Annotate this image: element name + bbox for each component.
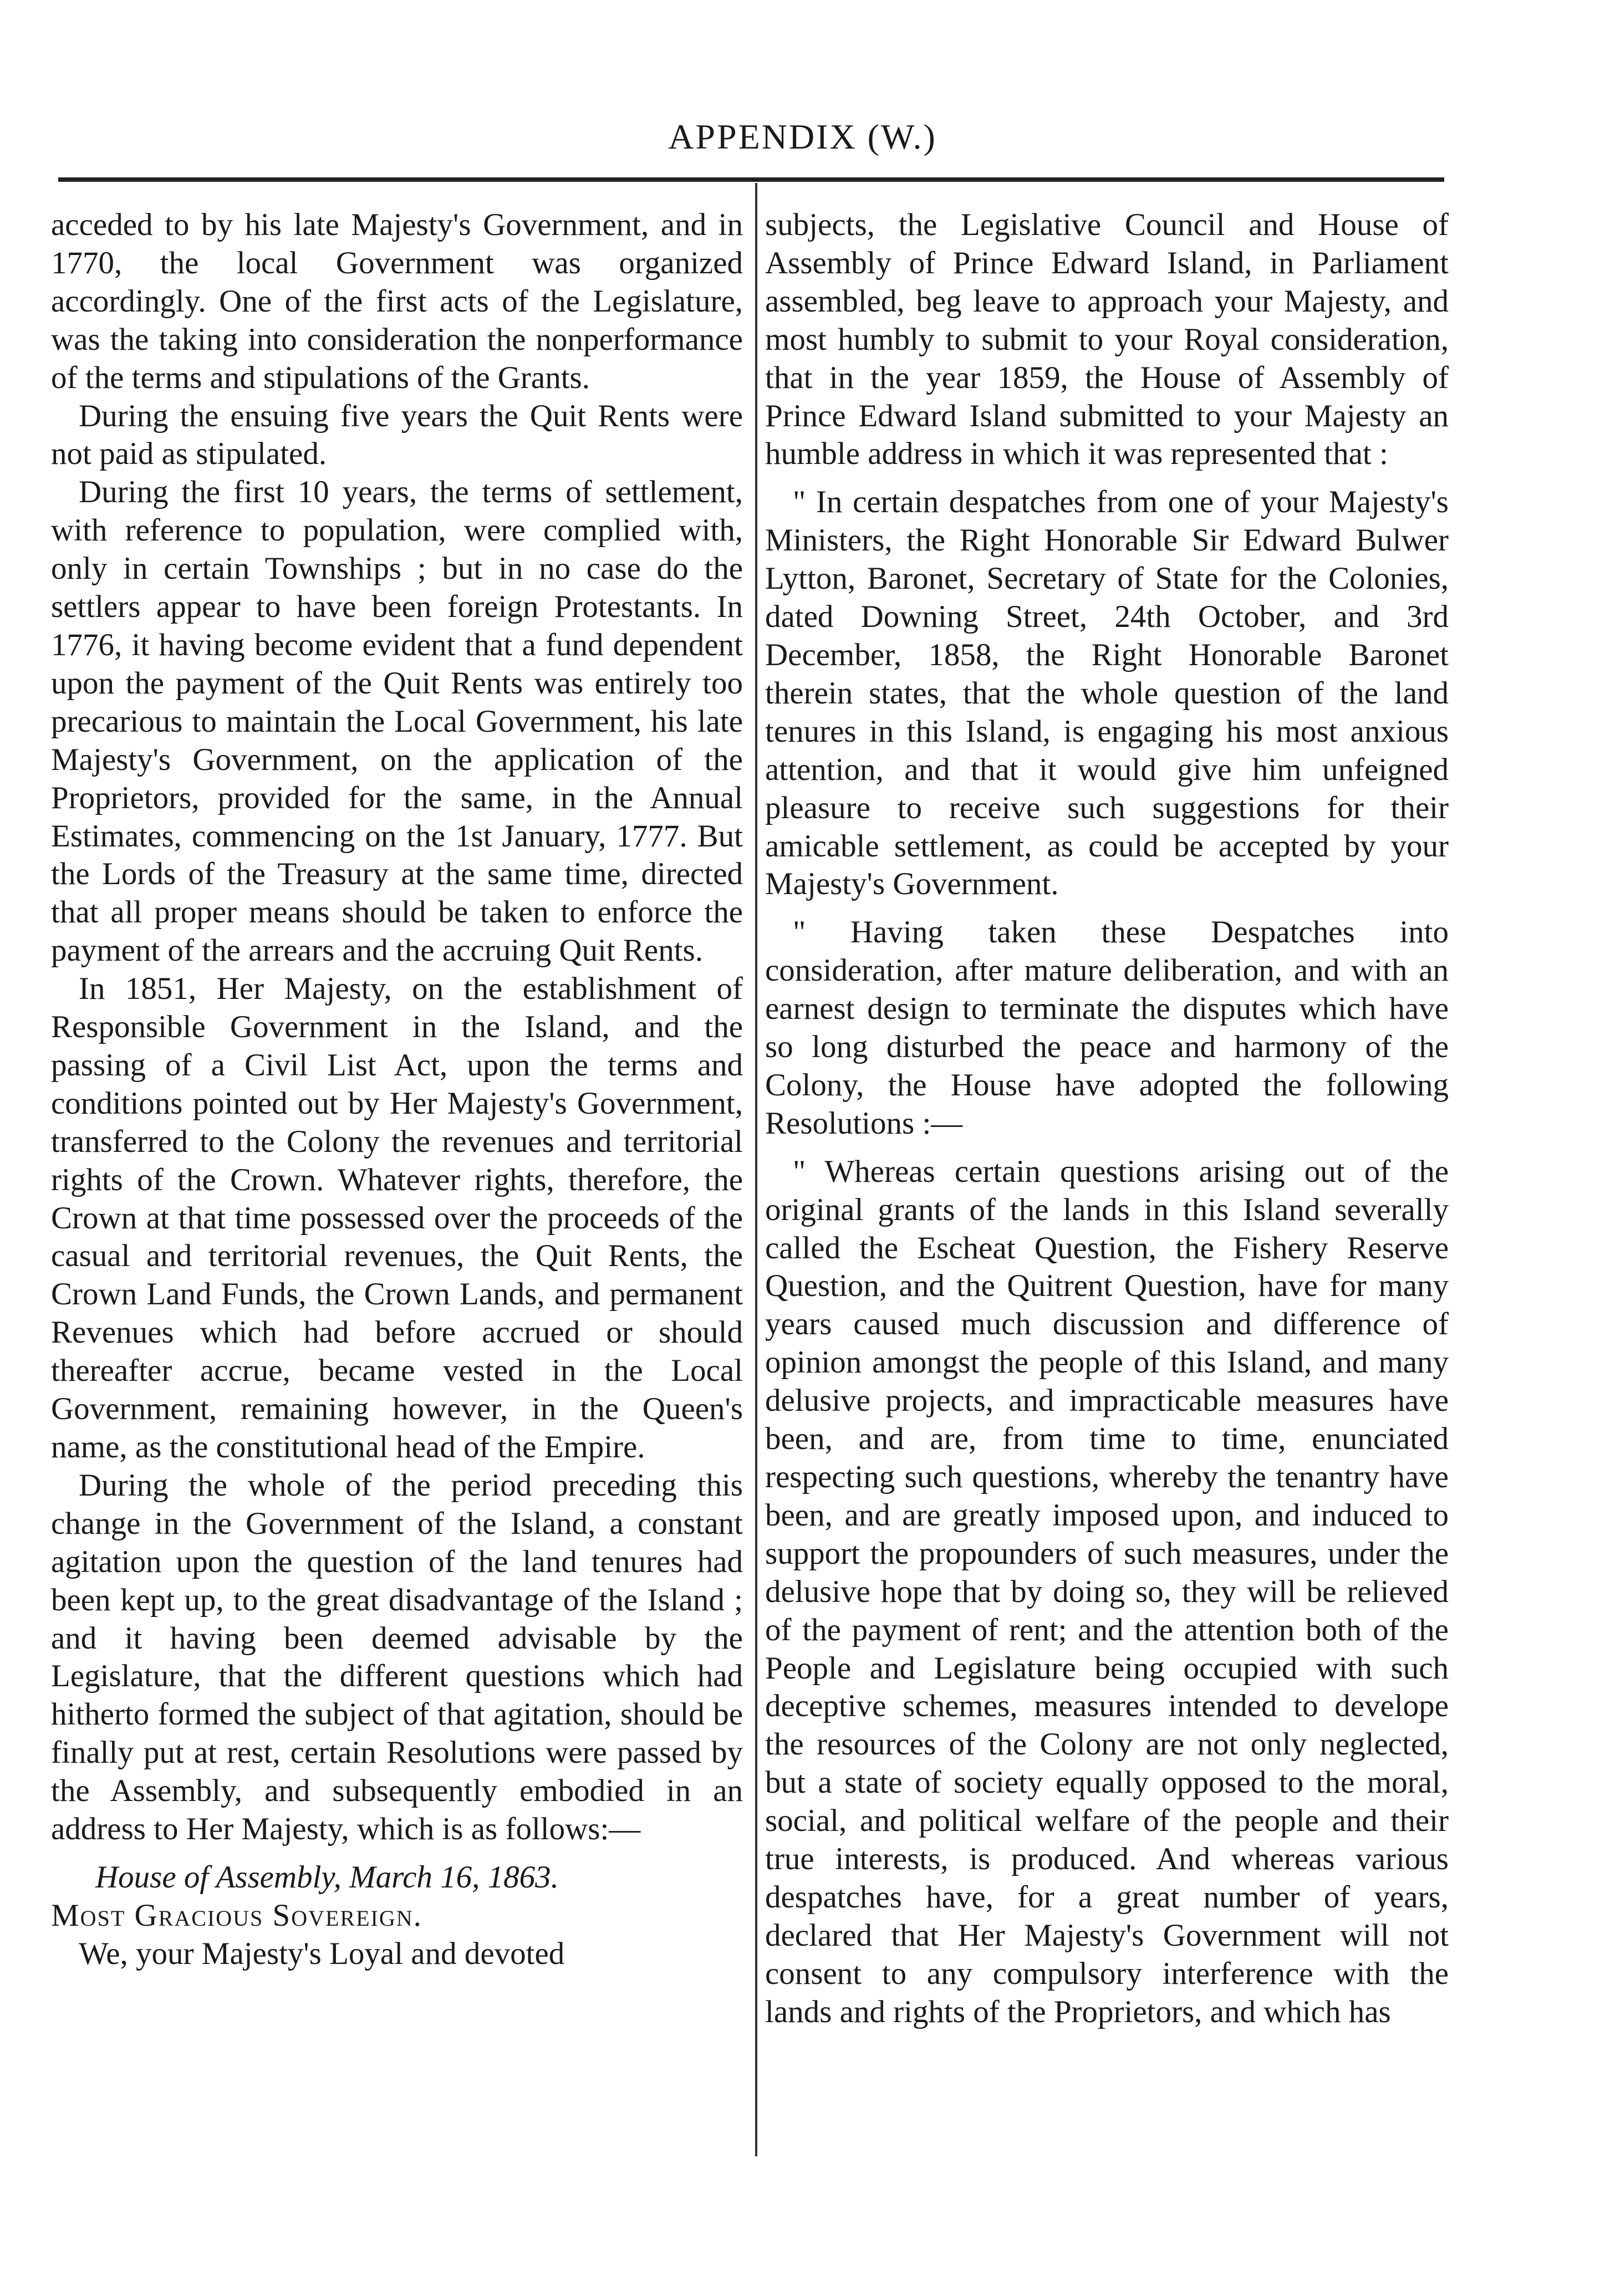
right-column	[765, 206, 1449, 2032]
column-divider	[755, 183, 757, 2156]
left-paragraph-6: We, your Majesty's Loyal and devoted	[79, 1936, 565, 1971]
right-paragraph-4: " Whereas certain questions arising out of the original grants of the lands in this Island severally called the Escheat Question, the Fishery Reserve Question, and the Quitrent Question, have for many years caused much discussion and difference of opinion amongst the people of this Island, and many delusive projects, and impracticable measures have been, and are, from time to time, enunciated respecting such questions, whereby the tenantry have been, and are greatly imposed upon, and induced to support the propounders of such measures, under the delusive hope that by doing so, they will be relieved of the payment of rent; and the attention both of the People and Legislature being occupied with such deceptive schemes, measures intended to develope the resources of the Colony are not only neglected, but a state of society equally opposed to the moral, social, and political welfare of the people and their true interests, is produced. And whereas various despatches have, for a great number of years, declared that Her Majesty's Government will not consent to any compulsory interference with the lands and rights of the Proprietors, and which has	[765, 1154, 1449, 2029]
left-paragraph-5: During the whole of the period preceding this change in the Government of the Island, a constant agitation upon the question of the land tenures had been kept up, to the great disadvantage of the Island ; and it having been deemed advisable by the Legislature, that the different questions which had hitherto formed the subject of that agitation, should be finally put at rest, certain Resolutions were passed by the Assembly, and subsequently embodied in an address to Her Majesty, which is as follows:—	[51, 1467, 743, 1847]
header-rule	[58, 177, 1444, 182]
left-paragraph-4: In 1851, Her Majesty, on the establishment of Responsible Government in the Island, and the passing of a Civil List Act, upon the terms and conditions pointed out by Her Majesty's Government, transferred to the Colony the revenues and territorial rights of the Crown. Whatever rights, therefore, the Crown at that time possessed over the proceeds of the casual and territorial revenues, the Quit Rents, the Crown Land Funds, the Crown Lands, and permanent Revenues which had before accrued or should thereafter accrue, became vested in the Local Government, remaining however, in the Queen's name, as the constitutional head of the Empire.	[51, 971, 743, 1465]
salutation: Most Gracious Sovereign.	[51, 1897, 422, 1933]
page-title: APPENDIX (W.)	[668, 117, 937, 156]
right-paragraph-2: " In certain despatches from one of your Majesty's Ministers, the Right Honorable Sir Edward Bulwer Lytton, Baronet, Secretary of State for the Colonies, dated Downing Street, 24th October, and 3rd December, 1858, the Right Honorable Baronet therein states, that the whole question of the land tenures in this Island, is engaging his most anxious attention, and that it would give him unfeigned pleasure to receive such suggestions for their amicable settlement, as could be accepted by your Majesty's Government.	[765, 484, 1449, 902]
left-column	[51, 206, 743, 1973]
left-paragraph-3: During the first 10 years, the terms of settlement, with reference to population, were complied with, only in certain Townships ; but in no case do the settlers appear to have been foreign Protestants. In 1776, it having become evident that a fund dependent upon the payment of the Quit Rents was entirely too precarious to maintain the Local Government, his late Majesty's Government, on the application of the Proprietors, provided for the same, in the Annual Estimates, commencing on the 1st January, 1777. But the Lords of the Treasury at the same time, directed that all proper means should be taken to enforce the payment of the arrears and the accruing Quit Rents.	[51, 474, 743, 968]
right-paragraph-3: " Having taken these Despatches into consideration, after mature deliberation, and with an earnest design to terminate the disputes which have so long disturbed the peace and harmony of the Colony, the House have adopted the following Resolutions :—	[765, 915, 1449, 1141]
right-paragraph-1: subjects, the Legislative Council and House of Assembly of Prince Edward Island, in Parliament assembled, beg leave to approach your Majesty, and most humbly to submit to your Royal consideration, that in the year 1859, the House of Assembly of Prince Edward Island submitted to your Majesty an humble address in which it was represented that :	[765, 207, 1449, 472]
dateline: House of Assembly, March 16, 1863.	[95, 1859, 559, 1895]
left-paragraph-1: acceded to by his late Majesty's Government, and in 1770, the local Government was organized accordingly. One of the first acts of the Legislature, was the taking into consideration the nonperformance of the terms and stipulations of the Grants.	[51, 207, 743, 395]
left-paragraph-2: During the ensuing five years the Quit Rents were not paid as stipulated.	[51, 398, 743, 472]
